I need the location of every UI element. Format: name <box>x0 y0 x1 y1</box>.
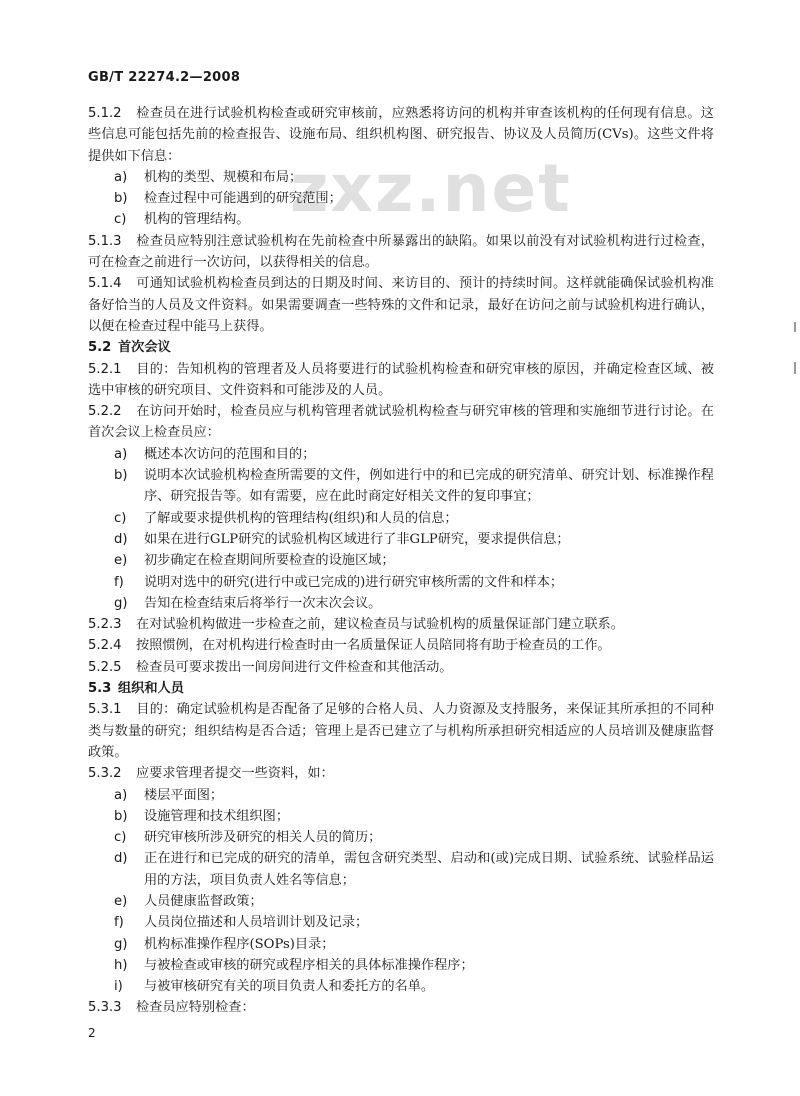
list-item-text: 正在进行和已完成的研究的清单，需包含研究类型、启动和(或)完成日期、试验系统、试验样品运用的方法，项目负责人姓名等信息； <box>144 851 714 888</box>
list-item <box>88 976 714 997</box>
list-item-text: 告知在检查结束后将举行一次末次会议。 <box>144 595 382 611</box>
list-item <box>88 465 714 508</box>
list-item-letter: a) <box>114 446 128 462</box>
list-item <box>88 529 714 550</box>
list-item <box>88 785 714 806</box>
list-item <box>88 827 714 848</box>
list-item <box>88 848 714 891</box>
clause-text: 在对试验机构做进一步检查之前，建议检查员与试验机构的质量保证部门建立联系。 <box>136 617 624 633</box>
clause-paragraph <box>88 103 714 167</box>
list-item-letter: c) <box>114 212 127 228</box>
clause-number: 5.2.3 <box>88 617 122 633</box>
list-item-letter: a) <box>114 787 128 803</box>
section-title: 组织和人员 <box>118 681 184 697</box>
list-item-letter: d) <box>114 851 128 867</box>
list-item-letter: e) <box>114 553 128 569</box>
clause-paragraph <box>88 401 714 444</box>
list-item-text: 设施管理和技术组织图； <box>144 808 290 824</box>
clause-number: 5.2.1 <box>88 361 122 377</box>
clause-paragraph <box>88 997 714 1018</box>
list-item-letter: g) <box>114 595 128 611</box>
section-title: 首次会议 <box>118 340 171 356</box>
clause-text: 可通知试验机构检查员到达的日期及时间、来访目的、预计的持续时间。这样就能确保试验机构准备好恰当的人员及文件资料。如果需要调查一些特殊的文件和记录，最好在访问之前与试验机构进行确认，以便在检查过程中能马上获得。 <box>88 276 714 334</box>
list-item-letter: b) <box>114 468 128 484</box>
clause-paragraph <box>88 763 714 784</box>
list-item <box>88 444 714 465</box>
list-item-letter: f) <box>114 915 124 931</box>
clause-number: 5.2.5 <box>88 659 122 675</box>
list-item-text: 人员健康监督政策； <box>144 893 263 909</box>
list-item-text: 与被审核研究有关的项目负责人和委托方的名单。 <box>144 979 435 995</box>
clause-paragraph <box>88 273 714 337</box>
clause-paragraph <box>88 359 714 402</box>
document-body <box>88 103 714 1019</box>
list-item-text: 机构的类型、规模和布局； <box>144 169 303 185</box>
clause-paragraph <box>88 614 714 635</box>
list-item-letter: b) <box>114 191 128 207</box>
list-item-letter: c) <box>114 830 127 846</box>
section-heading <box>88 678 714 699</box>
list-item <box>88 188 714 209</box>
clause-text: 目的：确定试验机构是否配备了足够的合格人员、人力资源及支持服务，来保证其所承担的不同种类与数量的研究；组织结构是否合适；管理上是否已建立了与机构所承担研究相适应的人员培训及健康监督政策。 <box>88 702 714 760</box>
list-item-text: 与被检查或审核的研究或程序相关的具体标准操作程序； <box>144 957 474 973</box>
list-item-text: 了解或要求提供机构的管理结构(组织)和人员的信息； <box>144 510 458 526</box>
list-item-text: 初步确定在检查期间所要检查的设施区域； <box>144 553 395 569</box>
clause-paragraph <box>88 231 714 274</box>
list-item-text: 检查过程中可能遇到的研究范围； <box>144 191 342 207</box>
list-item <box>88 209 714 230</box>
clause-text: 按照惯例，在对机构进行检查时由一名质量保证人员陪同将有助于检查员的工作。 <box>136 638 611 654</box>
clause-text: 目的：告知机构的管理者及人员将要进行的试验机构检查和研究审核的原因，并确定检查区域、被选中审核的研究项目、文件资料和可能涉及的人员。 <box>88 361 714 398</box>
clause-paragraph <box>88 699 714 763</box>
list-item-text: 机构的管理结构。 <box>144 212 250 228</box>
list-item-letter: d) <box>114 531 128 547</box>
list-item-letter: e) <box>114 893 128 909</box>
scan-mark <box>794 362 796 374</box>
clause-text: 检查员应特别检查： <box>136 1000 255 1016</box>
list-item <box>88 167 714 188</box>
section-number: 5.3 <box>88 681 112 697</box>
list-item-letter: h) <box>114 957 128 973</box>
list-item-text: 楼层平面图； <box>144 787 224 803</box>
list-item <box>88 912 714 933</box>
clause-text: 检查员应特别注意试验机构在先前检查中所暴露出的缺陷。如果以前没有对试验机构进行过检查，可在检查之前进行一次访问，以获得相关的信息。 <box>88 233 714 271</box>
list-item <box>88 550 714 571</box>
list-item-letter: g) <box>114 936 128 952</box>
list-item <box>88 508 714 529</box>
list-item-letter: f) <box>114 574 124 590</box>
list-item-letter: i) <box>114 979 123 995</box>
watermark: zxz.net <box>290 150 572 227</box>
page-number: 2 <box>88 1026 96 1040</box>
list-item <box>88 891 714 912</box>
list-item-letter: b) <box>114 808 128 824</box>
list-item <box>88 806 714 827</box>
list-item-text: 如果在进行GLP研究的试验机构区域进行了非GLP研究，要求提供信息； <box>144 531 570 547</box>
section-heading <box>88 337 714 358</box>
list-item-text: 说明本次试验机构检查所需要的文件，例如进行中的和已完成的研究清单、研究计划、标准操作程序、研究报告等。如有需要，应在此时商定好相关文件的复印事宜； <box>144 468 714 505</box>
list-item <box>88 955 714 976</box>
section-number: 5.2 <box>88 340 112 356</box>
clause-text: 检查员在进行试验机构检查或研究审核前，应熟悉将访问的机构并审查该机构的任何现有信息。这些信息可能包括先前的检查报告、设施布局、组织机构图、研究报告、协议及人员简历(CVs)。这些文件将提供如下信息： <box>88 106 714 164</box>
list-item-text: 机构标准操作程序(SOPs)目录； <box>144 936 335 952</box>
clause-text: 应要求管理者提交一些资料，如： <box>136 766 334 782</box>
clause-text: 检查员可要求拨出一间房间进行文件检查和其他活动。 <box>136 659 453 675</box>
clause-number: 5.3.3 <box>88 1000 122 1016</box>
list-item-text: 人员岗位描述和人员培训计划及记录； <box>144 915 369 931</box>
clause-number: 5.1.2 <box>88 106 122 121</box>
clause-number: 5.2.2 <box>88 404 122 420</box>
list-item-letter: a) <box>114 169 128 185</box>
standard-header: GB/T 22274.2—2008 <box>88 70 241 85</box>
list-item-text: 研究审核所涉及研究的相关人员的简历； <box>144 830 382 846</box>
clause-number: 5.1.3 <box>88 233 122 249</box>
clause-number: 5.3.2 <box>88 766 122 782</box>
list-item-letter: c) <box>114 510 127 526</box>
list-item <box>88 593 714 614</box>
clause-number: 5.3.1 <box>88 702 122 718</box>
list-item <box>88 572 714 593</box>
clause-number: 5.2.4 <box>88 638 122 654</box>
list-item-text: 说明对选中的研究(进行中或已完成的)进行研究审核所需的文件和样本； <box>144 574 564 590</box>
clause-text: 在访问开始时，检查员应与机构管理者就试验机构检查与研究审核的管理和实施细节进行讨论。在首次会议上检查员应： <box>88 404 714 441</box>
list-item-text: 概述本次访问的范围和目的； <box>144 446 316 462</box>
list-item <box>88 934 714 955</box>
clause-paragraph <box>88 657 714 678</box>
scan-mark <box>794 322 796 332</box>
clause-paragraph <box>88 635 714 656</box>
clause-number: 5.1.4 <box>88 276 122 292</box>
